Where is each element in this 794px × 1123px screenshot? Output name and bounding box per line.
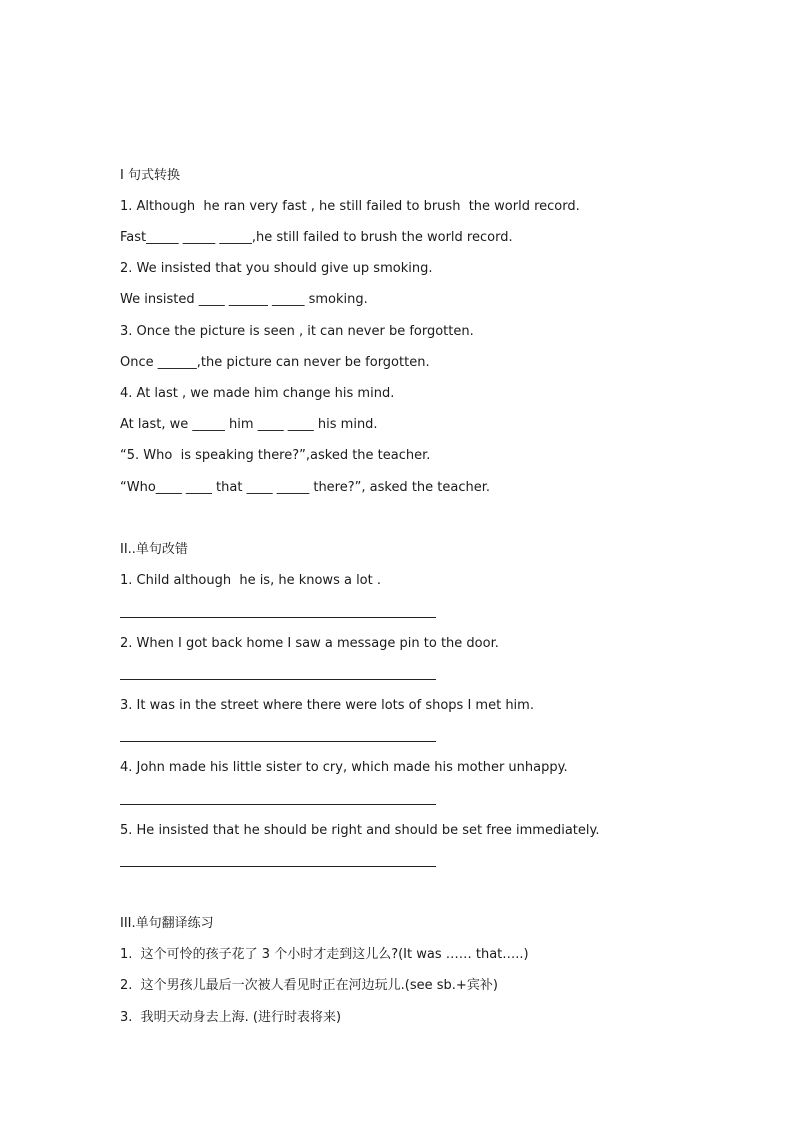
exercise-line: “5. Who is speaking there?”,asked the teacher. — [120, 448, 431, 463]
exercise-line: Once ______,the picture can never be forgotten. — [120, 355, 430, 370]
exercise-line: 1. Although he ran very fast , he still failed to brush the world record. — [120, 199, 580, 214]
correction-item: 3. It was in the street where there were lots of shops I met him. — [120, 698, 534, 713]
correction-item: 2. When I got back home I saw a message pin to the door. — [120, 636, 499, 651]
answer-line[interactable] — [120, 866, 436, 867]
translation-item: 2. 这个男孩儿最后一次被人看见时正在河边玩儿.(see sb.+宾补) — [120, 978, 498, 993]
exercise-line: 4. At last , we made him change his mind. — [120, 386, 395, 401]
section-3-heading: III.单句翻译练习 — [120, 916, 214, 931]
exercise-line: “Who____ ____ that ____ _____ there?”, asked the teacher. — [120, 480, 491, 495]
answer-line[interactable] — [120, 679, 436, 680]
section-1-heading: I 句式转换 — [120, 168, 180, 183]
correction-item: 4. John made his little sister to cry, which made his mother unhappy. — [120, 760, 568, 775]
exercise-line: 3. Once the picture is seen , it can never be forgotten. — [120, 324, 474, 339]
answer-line[interactable] — [120, 617, 436, 618]
correction-item: 1. Child although he is, he knows a lot . — [120, 573, 381, 588]
correction-item: 5. He insisted that he should be right and should be set free immediately. — [120, 823, 600, 838]
exercise-line: We insisted ____ ______ _____ smoking. — [120, 292, 368, 307]
exercise-line: At last, we _____ him ____ ____ his mind. — [120, 417, 378, 432]
section-2-heading: II..单句改错 — [120, 542, 188, 557]
answer-line[interactable] — [120, 741, 436, 742]
answer-line[interactable] — [120, 804, 436, 805]
exercise-line: 2. We insisted that you should give up smoking. — [120, 261, 433, 276]
translation-item: 1. 这个可怜的孩子花了 3 个小时才走到这儿么?(It was …… that…..) — [120, 947, 529, 962]
translation-item: 3. 我明天动身去上海. (进行时表将来) — [120, 1010, 342, 1025]
exercise-line: Fast_____ _____ _____,he still failed to brush the world record. — [120, 230, 513, 245]
